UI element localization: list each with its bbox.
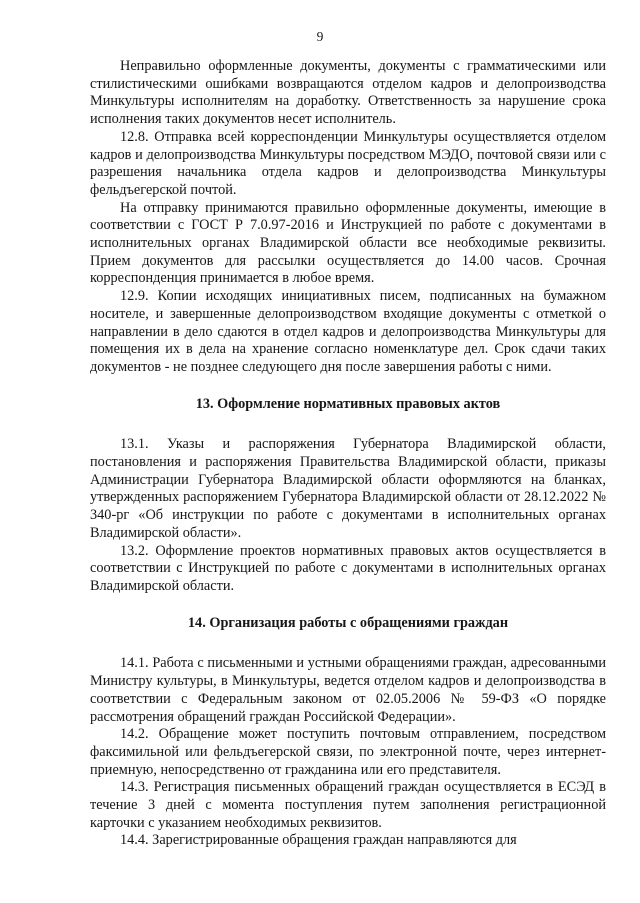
section-heading: 14. Организация работы с обращениями граждан xyxy=(187,614,509,631)
paragraph: 14.3. Регистрация письменных обращений граждан осуществляется в ЕСЭД в течение 3 дней с момента поступления путем заполнения регистрационной карточки с указанием необходимых реквизитов. xyxy=(90,779,606,831)
paragraph: 14.1. Работа с письменными и устными обращениями граждан, адресованными Министру культуры, в Минкультуры, ведется отделом кадров и делопроизводства в соответствии с Федеральным законом от 02.05.2006 № 59-ФЗ «О порядке рассмотрения обращений граждан Российской Федерации». xyxy=(90,655,606,725)
paragraph: 14.2. Обращение может поступить почтовым отправлением, посредством факсимильной или фельдъегерской связи, по электронной почте, через интернет-приемную, непосредственно от гражданина или его представителя. xyxy=(90,726,606,778)
spacer xyxy=(90,413,606,436)
paragraph: 12.9. Копии исходящих инициативных писем, подписанных на бумажном носителе, и завершенные делопроизводством входящие документы с отметкой о направлении в дело сдаются в отдел кадров и делопроизводства Минкультуры для помещения их в дела на хранение согласно номенклатуре дел. Срок сдачи таких документов - не позднее следующего дня после завершения работы с ними. xyxy=(90,288,606,375)
paragraph: 12.8. Отправка всей корреспонденции Минкультуры осуществляется отделом кадров и делопроизводства Минкультуры посредством МЭДО, почтовой связи или с разрешения начальника отдела кадров и делопроизводства Минкультуры фельдъегерской почтой. xyxy=(90,128,606,198)
page-number: 9 xyxy=(316,29,324,44)
page-content xyxy=(90,58,606,850)
paragraph: 14.4. Зарегистрированные обращения граждан направляются для xyxy=(120,832,517,849)
paragraph: 13.1. Указы и распоряжения Губернатора Владимирской области, постановления и распоряжения Правительства Владимирской области, приказы Администрации Губернатора Владимирской области оформляются на бланках, утвержденных распоряжением Губернатора Владимирской области от 28.12.2022 № 340-рг «Об инструкции по работе с документами в исполнительных органах Владимирской области». xyxy=(90,436,606,541)
paragraph: На отправку принимаются правильно оформленные документы, имеющие в соответствии с ГОСТ Р 7.0.97-2016 и Инструкцией по работе с документами в исполнительных органах Владимирской области все необходимые реквизиты. Прием документов для рассылки осуществляется до 14.00 часов. Срочная корреспонденция принимается в любое время. xyxy=(90,199,606,287)
paragraph: Неправильно оформленные документы, документы с грамматическими или стилистическими ошибками возвращаются отделом кадров и делопроизводства Минкультуры исполнителям на доработку. Ответственность за нарушение срока исполнения таких документов несет исполнитель. xyxy=(90,58,606,128)
spacer xyxy=(90,632,606,655)
section-heading: 13. Оформление нормативных правовых актов xyxy=(195,395,501,412)
paragraph: 13.2. Оформление проектов нормативных правовых актов осуществляется в соответствии с Инструкцией по работе с документами в исполнительных органах Владимирской области. xyxy=(90,542,606,594)
spacer xyxy=(90,596,606,615)
spacer xyxy=(90,377,606,396)
